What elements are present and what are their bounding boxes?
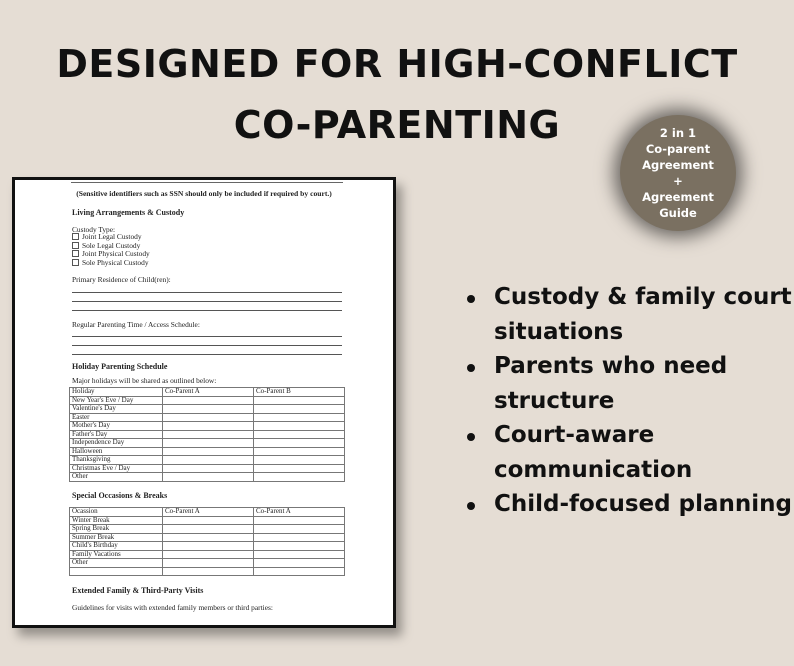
holiday-name: Easter	[70, 413, 163, 422]
special-occasions-heading: Special Occasions & Breaks	[72, 491, 168, 500]
table-row	[70, 464, 345, 473]
custody-type-label: Custody Type:	[72, 225, 116, 234]
checkbox-icon[interactable]	[72, 233, 79, 240]
holiday-name: Christmas Eve / Day	[70, 464, 163, 473]
table-cell[interactable]	[163, 533, 254, 542]
table-cell[interactable]	[254, 542, 345, 551]
table-cell[interactable]	[254, 456, 345, 465]
table-row	[70, 550, 345, 559]
occasion-name: Other	[70, 559, 163, 568]
column-header: Ocassion	[70, 508, 163, 517]
table-cell[interactable]	[163, 405, 254, 414]
headline-line-1: DESIGNED FOR HIGH-CONFLICT	[56, 42, 738, 86]
column-header: Co-Parent B	[254, 388, 345, 397]
table-row	[70, 439, 345, 448]
holiday-name: New Year's Eve / Day	[70, 396, 163, 405]
custody-option[interactable]: Sole Physical Custody	[72, 259, 150, 268]
bullet-item	[463, 487, 793, 522]
column-header: Co-Parent A	[254, 508, 345, 517]
table-row	[70, 525, 345, 534]
table-row	[70, 447, 345, 456]
bullet-dot-icon	[467, 364, 475, 372]
table-cell[interactable]	[254, 396, 345, 405]
custody-option-list	[72, 233, 150, 267]
table-cell[interactable]	[163, 542, 254, 551]
table-row	[70, 456, 345, 465]
two-in-one-badge	[620, 115, 736, 231]
holiday-schedule-heading: Holiday Parenting Schedule	[72, 362, 168, 371]
headline-line-2: CO-PARENTING	[233, 103, 561, 147]
write-line	[72, 336, 342, 337]
extended-family-heading: Extended Family & Third-Party Visits	[72, 586, 204, 595]
table-cell[interactable]	[254, 567, 345, 576]
document-top-rule	[71, 182, 343, 183]
write-line	[72, 292, 342, 293]
table-cell[interactable]	[163, 430, 254, 439]
column-header: Co-Parent A	[163, 508, 254, 517]
table-cell[interactable]	[254, 559, 345, 568]
table-cell[interactable]	[163, 559, 254, 568]
custody-option[interactable]: Sole Legal Custody	[72, 242, 150, 251]
badge-line: Agreement	[642, 190, 714, 204]
column-header: Holiday	[70, 388, 163, 397]
holiday-name: Independence Day	[70, 439, 163, 448]
custody-option[interactable]: Joint Legal Custody	[72, 233, 150, 242]
table-cell[interactable]	[254, 439, 345, 448]
badge-line: Agreement	[642, 158, 714, 172]
bullet-text: Child-focused planning	[494, 491, 792, 517]
table-cell[interactable]	[254, 550, 345, 559]
bullet-text: Custody & family court situations	[494, 284, 792, 345]
table-cell[interactable]	[163, 525, 254, 534]
bullet-item	[463, 280, 793, 349]
extended-family-text: Guidelines for visits with extended family members or third parties:	[72, 603, 273, 612]
bullet-dot-icon	[467, 502, 475, 510]
occasion-name: Family Vacations	[70, 550, 163, 559]
table-cell[interactable]	[163, 396, 254, 405]
write-line	[72, 301, 342, 302]
table-row	[70, 559, 345, 568]
audience-bullet-list	[463, 280, 793, 522]
primary-residence-label: Primary Residence of Child(ren):	[72, 275, 171, 284]
badge-line: +	[673, 174, 683, 188]
table-cell[interactable]	[163, 413, 254, 422]
table-cell[interactable]	[163, 567, 254, 576]
holiday-name: Father's Day	[70, 430, 163, 439]
write-line	[72, 310, 342, 311]
table-header-row	[70, 508, 345, 517]
table-cell[interactable]	[254, 473, 345, 482]
table-row	[70, 533, 345, 542]
table-cell[interactable]	[254, 525, 345, 534]
bullet-item	[463, 349, 793, 418]
bullet-text: Parents who need structure	[494, 353, 728, 414]
bullet-dot-icon	[467, 433, 475, 441]
checkbox-icon[interactable]	[72, 242, 79, 249]
bullet-dot-icon	[467, 295, 475, 303]
bullet-item	[463, 418, 793, 487]
table-cell[interactable]	[163, 422, 254, 431]
holiday-intro-text: Major holidays will be shared as outlined below:	[72, 376, 217, 385]
table-row	[70, 396, 345, 405]
table-header-row	[70, 388, 345, 397]
table-cell[interactable]	[254, 516, 345, 525]
table-cell[interactable]	[163, 464, 254, 473]
table-cell[interactable]	[254, 422, 345, 431]
table-cell[interactable]	[163, 439, 254, 448]
checkbox-icon[interactable]	[72, 259, 79, 266]
table-cell[interactable]	[254, 464, 345, 473]
living-arrangements-heading: Living Arrangements & Custody	[72, 208, 185, 217]
table-cell[interactable]	[163, 516, 254, 525]
holiday-name: Other	[70, 473, 163, 482]
table-row	[70, 567, 345, 576]
occasion-name: Spring Break	[70, 525, 163, 534]
occasion-name: Winter Break	[70, 516, 163, 525]
table-cell[interactable]	[254, 447, 345, 456]
table-row	[70, 542, 345, 551]
table-cell[interactable]	[254, 405, 345, 414]
document-preview	[12, 177, 396, 628]
table-row	[70, 430, 345, 439]
holiday-name: Halloween	[70, 447, 163, 456]
holiday-name: Valentine's Day	[70, 405, 163, 414]
table-cell[interactable]	[254, 430, 345, 439]
table-cell[interactable]	[254, 413, 345, 422]
parenting-schedule-label: Regular Parenting Time / Access Schedule:	[72, 320, 200, 329]
table-cell[interactable]	[254, 533, 345, 542]
column-header: Co-Parent A	[163, 388, 254, 397]
write-line	[72, 345, 342, 346]
table-row	[70, 413, 345, 422]
holiday-name: Mother's Day	[70, 422, 163, 431]
custody-option[interactable]: Joint Physical Custody	[72, 250, 150, 259]
checkbox-icon[interactable]	[72, 250, 79, 257]
table-row	[70, 473, 345, 482]
occasion-name	[70, 567, 163, 576]
bullet-text: Court-aware communication	[494, 422, 693, 483]
table-row	[70, 405, 345, 414]
write-line	[72, 354, 342, 355]
badge-line: Co-parent	[645, 142, 711, 156]
table-cell[interactable]	[163, 456, 254, 465]
sensitive-identifiers-note: (Sensitive identifiers such as SSN should only be included if required by court.)	[76, 189, 332, 198]
holiday-name: Thanksgiving	[70, 456, 163, 465]
badge-line: Guide	[659, 206, 697, 220]
badge-line: 2 in 1	[659, 126, 697, 140]
table-cell[interactable]	[163, 447, 254, 456]
special-occasions-table	[69, 507, 345, 576]
table-row	[70, 516, 345, 525]
occasion-name: Child's Birthday	[70, 542, 163, 551]
table-cell[interactable]	[163, 473, 254, 482]
holiday-table	[69, 387, 345, 482]
table-cell[interactable]	[163, 550, 254, 559]
occasion-name: Summer Break	[70, 533, 163, 542]
table-row	[70, 422, 345, 431]
